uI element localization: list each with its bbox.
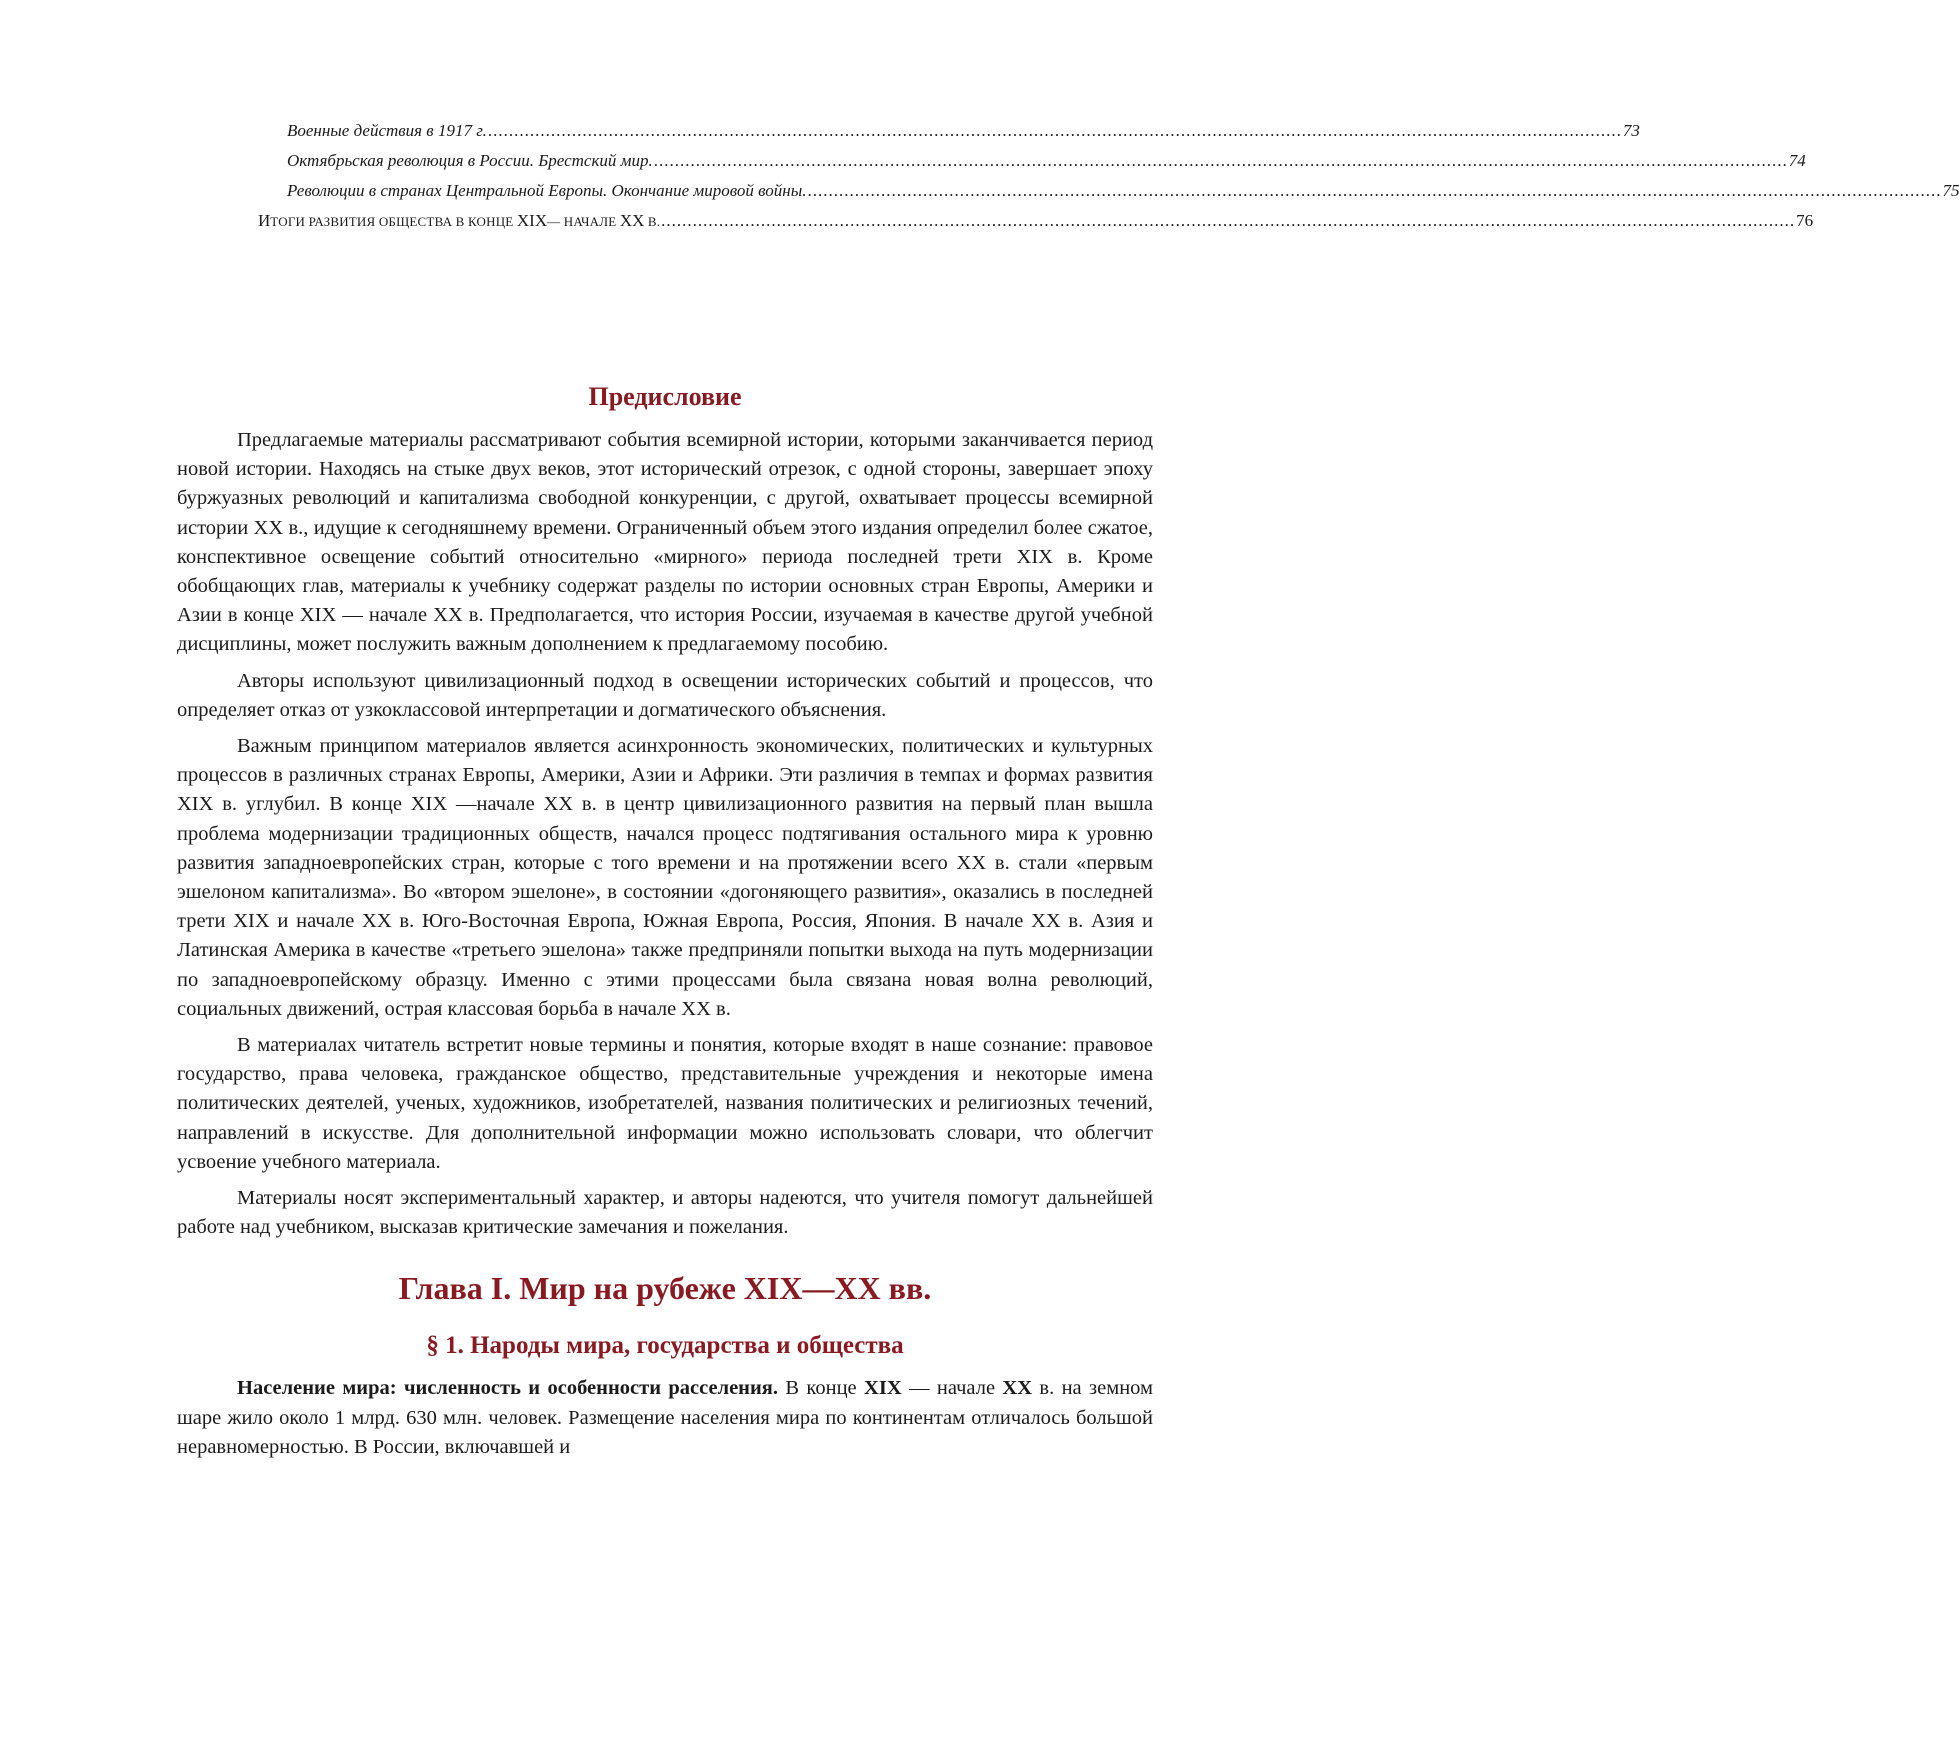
section-title: § 1. Народы мира, государства и общества (426, 1332, 904, 1360)
preface-paragraph: Материалы носят экспериментальный характер, и авторы надеются, что учителя помогут дальнейшей работе над учебником, высказав критические замечания и пожелания. (177, 1187, 1153, 1239)
toc-entry-page: 75 (1942, 181, 1959, 200)
preface-title: Предисловие (588, 382, 742, 411)
toc-leader-dots: ........................................................................................................................................................................................................................ (487, 121, 1622, 140)
preface-paragraph: Авторы используют цивилизационный подход в освещении исторических событий и процессов, что определяет отказ от узкоклассовой интерпретации и догматического объяснения. (177, 669, 1153, 721)
toc-leader-dots: ........................................................................................................................................................................................................................ (807, 181, 1942, 200)
section-paragraph: Население мира: численность и особенности расселения. В конце XIX — начале XX в. на земном шаре жило около 1 млрд. 630 млн. человек. Размещение населения мира по континентам отличалось большой неравномерностью. В России, включавшей и (177, 1377, 1153, 1458)
table-of-contents (258, 116, 1959, 236)
toc-entry-main[interactable] (258, 206, 1814, 236)
toc-entry[interactable] (287, 176, 1959, 206)
toc-leader-dots: ........................................................................................................................................................................................................................ (653, 151, 1788, 170)
toc-entry[interactable] (287, 116, 1640, 146)
toc-entry-page: 74 (1788, 151, 1806, 170)
toc-entry-page: 76 (1796, 211, 1814, 230)
preface-paragraph: В материалах читатель встретит новые термины и понятия, которые входят в наше сознание: правовое государство, права человека, гражданское общество, представительные учреждения и некоторые имена политических деятелей, ученых, художников, изобретателей, названия политических и религиозных течений, направлений в искусстве. Для дополнительной информации можно использовать словари, что облегчит усвоение учебного материала. (177, 1034, 1153, 1173)
toc-leader-dots: ........................................................................................................................................................................................................................ (661, 211, 1796, 230)
paragraph-lead: Население мира: численность и особенности расселения. (237, 1377, 779, 1400)
page-content (177, 380, 1153, 1469)
toc-entry-title: Военные действия в 1917 г. (287, 121, 487, 140)
preface-paragraph: Важным принципом материалов является асинхронность экономических, политических и культурных процессов в различных странах Европы, Америки, Азии и Африки. Эти различия в темпах и формах развития XIX в. углубил. В конце XIX —начале XX в. в центр цивилизационного развития на первый план вышла проблема модернизации традиционных обществ, начался процесс подтягивания остального мира к уровню развития западноевропейских стран, которые с того времени и на протяжении всего XX в. стали «первым эшелоном капитализма». Во «втором эшелоне», в состоянии «догоняющего развития», оказались в последней трети XIX и начале XX в. Юго-Восточная Европа, Южная Европа, Россия, Япония. В начале XX в. Азия и Латинская Америка в качестве «третьего эшелона» также предприняли попытки выхода на путь модернизации по западноевропейскому образцу. Именно с этими процессами была связана новая волна революций, социальных движений, острая классовая борьба в начале XX в. (177, 735, 1153, 1020)
toc-entry-title: Революции в странах Центральной Европы. Окончание мировой войны. (287, 181, 807, 200)
toc-entry[interactable] (287, 146, 1806, 176)
toc-entry-page: 73 (1622, 121, 1640, 140)
toc-entry-title: Октябрьская революция в России. Брестский мир. (287, 151, 653, 170)
preface-paragraph: Предлагаемые материалы рассматривают события всемирной истории, которыми заканчивается период новой истории. Находясь на стыке двух веков, этот исторический отрезок, с одной стороны, завершает эпоху буржуазных революций и капитализма свободной конкуренции, с другой, охватывает процессы всемирной истории XX в., идущие к сегодняшнему времени. Ограниченный объем этого издания определил более сжатое, конспективное освещение событий относительно «мирного» периода последней трети XIX в. Кроме обобщающих глав, материалы к учебнику содержат разделы по истории основных стран Европы, Америки и Азии в конце XIX — начале XX в. Предполагается, что история России, изучаемая в качестве другой учебной дисциплины, может послужить важным дополнением к предлагаемому пособию. (177, 429, 1153, 656)
chapter-title: Глава I. Мир на рубеже XIX—XX вв. (398, 1270, 932, 1307)
toc-entry-title: ИТОГИ РАЗВИТИЯ ОБЩЕСТВА В КОНЦЕ XIX— НАЧАЛЕ XX В. (258, 211, 661, 230)
